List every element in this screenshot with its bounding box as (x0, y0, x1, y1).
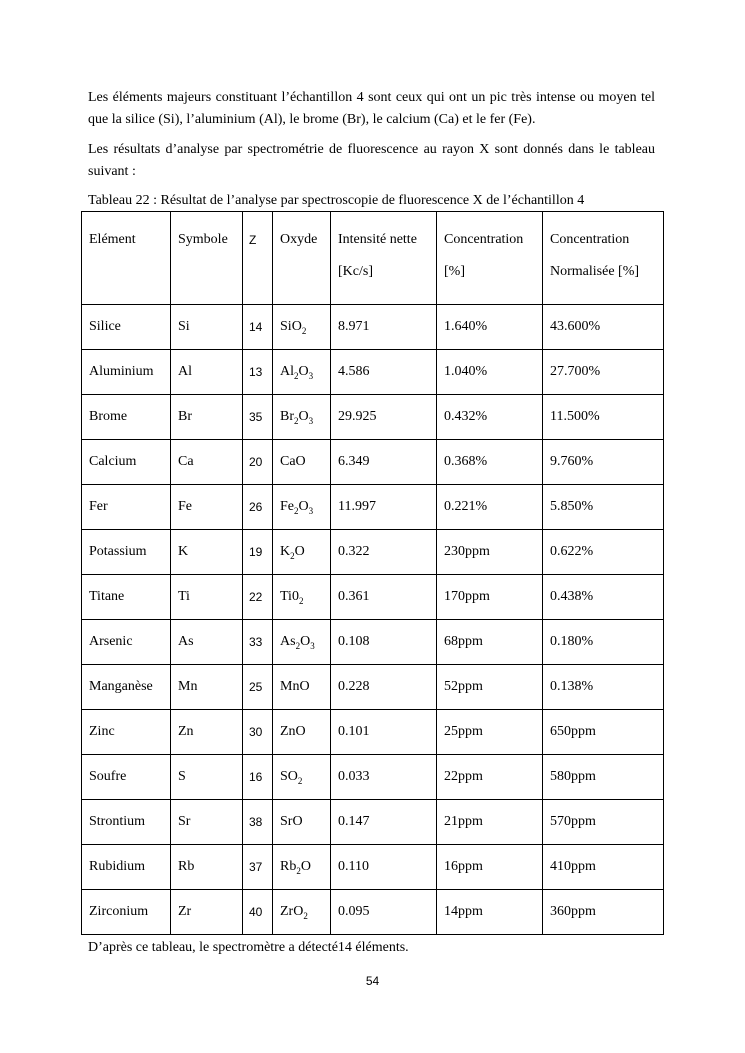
cell-normalisee: 0.622% (543, 530, 664, 575)
cell-normalisee: 570ppm (543, 800, 664, 845)
header-normalisee: Concentration Normalisée [%] (543, 212, 664, 305)
cell-element: Arsenic (82, 620, 171, 665)
cell-concentration: 16ppm (437, 845, 543, 890)
cell-symbole: As (171, 620, 243, 665)
cell-element: Calcium (82, 440, 171, 485)
cell-intensite: 0.228 (331, 665, 437, 710)
cell-normalisee: 0.180% (543, 620, 664, 665)
cell-concentration: 52ppm (437, 665, 543, 710)
cell-normalisee: 580ppm (543, 755, 664, 800)
table-row (82, 620, 664, 665)
cell-z: 16 (243, 755, 273, 800)
cell-symbole: S (171, 755, 243, 800)
cell-intensite: 0.110 (331, 845, 437, 890)
cell-normalisee: 27.700% (543, 350, 664, 395)
cell-symbole: Rb (171, 845, 243, 890)
table-row (82, 395, 664, 440)
cell-element: Soufre (82, 755, 171, 800)
table-header-row (82, 212, 664, 305)
cell-oxyde: $SO_2$ (273, 755, 331, 800)
header-intensite: Intensité nette [Kc/s] (331, 212, 437, 305)
cell-concentration: 1.040% (437, 350, 543, 395)
cell-symbole: Si (171, 305, 243, 350)
table-row (82, 755, 664, 800)
table-row (82, 800, 664, 845)
cell-symbole: Zr (171, 890, 243, 935)
cell-symbole: Al (171, 350, 243, 395)
table-row (82, 440, 664, 485)
cell-element: Strontium (82, 800, 171, 845)
cell-z: 22 (243, 575, 273, 620)
cell-normalisee: 43.600% (543, 305, 664, 350)
cell-symbole: K (171, 530, 243, 575)
table-caption: Tableau 22 : Résultat de l’analyse par spectroscopie de fluorescence X de l’échantillon 4 (88, 193, 585, 208)
cell-symbole: Fe (171, 485, 243, 530)
cell-concentration: 25ppm (437, 710, 543, 755)
table-row (82, 845, 664, 890)
cell-concentration: 22ppm (437, 755, 543, 800)
cell-concentration: 14ppm (437, 890, 543, 935)
header-z: Z (243, 212, 273, 305)
table-row (82, 575, 664, 620)
cell-z: 14 (243, 305, 273, 350)
cell-element: Fer (82, 485, 171, 530)
cell-concentration: 0.368% (437, 440, 543, 485)
cell-z: 19 (243, 530, 273, 575)
cell-element: Silice (82, 305, 171, 350)
cell-intensite: 0.095 (331, 890, 437, 935)
cell-normalisee: 0.138% (543, 665, 664, 710)
cell-oxyde: $Fe_2O_3$ (273, 485, 331, 530)
cell-oxyde: MnO (273, 665, 331, 710)
cell-z: 30 (243, 710, 273, 755)
cell-oxyde: $Rb_2O$ (273, 845, 331, 890)
cell-symbole: Zn (171, 710, 243, 755)
table-row (82, 350, 664, 395)
table-row (82, 305, 664, 350)
cell-normalisee: 11.500% (543, 395, 664, 440)
cell-intensite: 0.101 (331, 710, 437, 755)
cell-element: Rubidium (82, 845, 171, 890)
cell-z: 20 (243, 440, 273, 485)
cell-oxyde: $Ti0_2$ (273, 575, 331, 620)
cell-intensite: 11.997 (331, 485, 437, 530)
cell-symbole: Ti (171, 575, 243, 620)
cell-intensite: 0.147 (331, 800, 437, 845)
header-oxyde: Oxyde (273, 212, 331, 305)
cell-oxyde: CaO (273, 440, 331, 485)
cell-intensite: 0.033 (331, 755, 437, 800)
cell-element: Potassium (82, 530, 171, 575)
cell-normalisee: 0.438% (543, 575, 664, 620)
cell-z: 26 (243, 485, 273, 530)
xrf-results-table (81, 211, 664, 935)
cell-z: 40 (243, 890, 273, 935)
cell-intensite: 0.361 (331, 575, 437, 620)
cell-symbole: Sr (171, 800, 243, 845)
cell-intensite: 6.349 (331, 440, 437, 485)
header-symbole: Symbole (171, 212, 243, 305)
cell-oxyde: $K_2O$ (273, 530, 331, 575)
cell-oxyde: $Br_2O_3$ (273, 395, 331, 440)
cell-concentration: 0.221% (437, 485, 543, 530)
cell-normalisee: 650ppm (543, 710, 664, 755)
cell-normalisee: 360ppm (543, 890, 664, 935)
cell-oxyde: SiO$_2$ (273, 305, 331, 350)
cell-symbole: Ca (171, 440, 243, 485)
cell-symbole: Br (171, 395, 243, 440)
cell-z: 25 (243, 665, 273, 710)
table-row (82, 485, 664, 530)
cell-intensite: 4.586 (331, 350, 437, 395)
cell-intensite: 0.108 (331, 620, 437, 665)
cell-concentration: 21ppm (437, 800, 543, 845)
cell-element: Aluminium (82, 350, 171, 395)
cell-concentration: 0.432% (437, 395, 543, 440)
cell-oxyde: $As_2O_3$ (273, 620, 331, 665)
conclusion-text: D’après ce tableau, le spectromètre a détecté14 éléments. (88, 940, 409, 955)
cell-z: 37 (243, 845, 273, 890)
cell-element: Titane (82, 575, 171, 620)
cell-concentration: 1.640% (437, 305, 543, 350)
table-row (82, 890, 664, 935)
cell-normalisee: 410ppm (543, 845, 664, 890)
cell-intensite: 8.971 (331, 305, 437, 350)
cell-symbole: Mn (171, 665, 243, 710)
cell-element: Manganèse (82, 665, 171, 710)
cell-concentration: 230ppm (437, 530, 543, 575)
cell-intensite: 0.322 (331, 530, 437, 575)
page-number: 54 (365, 974, 380, 988)
cell-normalisee: 5.850% (543, 485, 664, 530)
cell-normalisee: 9.760% (543, 440, 664, 485)
table-row (82, 530, 664, 575)
cell-element: Zinc (82, 710, 171, 755)
cell-oxyde: ZrO$_2$ (273, 890, 331, 935)
cell-element: Zirconium (82, 890, 171, 935)
intro-paragraph: Les éléments majeurs constituant l’échantillon 4 sont ceux qui ont un pic très intense ou moyen tel que la silice (Si), l’aluminium (Al), le brome (Br), le calcium (Ca) et le fer (Fe). (88, 90, 655, 127)
cell-intensite: 29.925 (331, 395, 437, 440)
cell-oxyde: ZnO (273, 710, 331, 755)
cell-element: Brome (82, 395, 171, 440)
header-element: Elément (82, 212, 171, 305)
results-paragraph: Les résultats d’analyse par spectrométrie de fluorescence au rayon X sont donnés dans le tableau suivant : (88, 142, 655, 179)
cell-z: 35 (243, 395, 273, 440)
cell-concentration: 68ppm (437, 620, 543, 665)
header-concentration: Concentration [%] (437, 212, 543, 305)
cell-z: 33 (243, 620, 273, 665)
cell-z: 38 (243, 800, 273, 845)
cell-concentration: 170ppm (437, 575, 543, 620)
cell-z: 13 (243, 350, 273, 395)
cell-oxyde: $Al_2O_3$ (273, 350, 331, 395)
table-row (82, 665, 664, 710)
cell-oxyde: SrO (273, 800, 331, 845)
table-row (82, 710, 664, 755)
